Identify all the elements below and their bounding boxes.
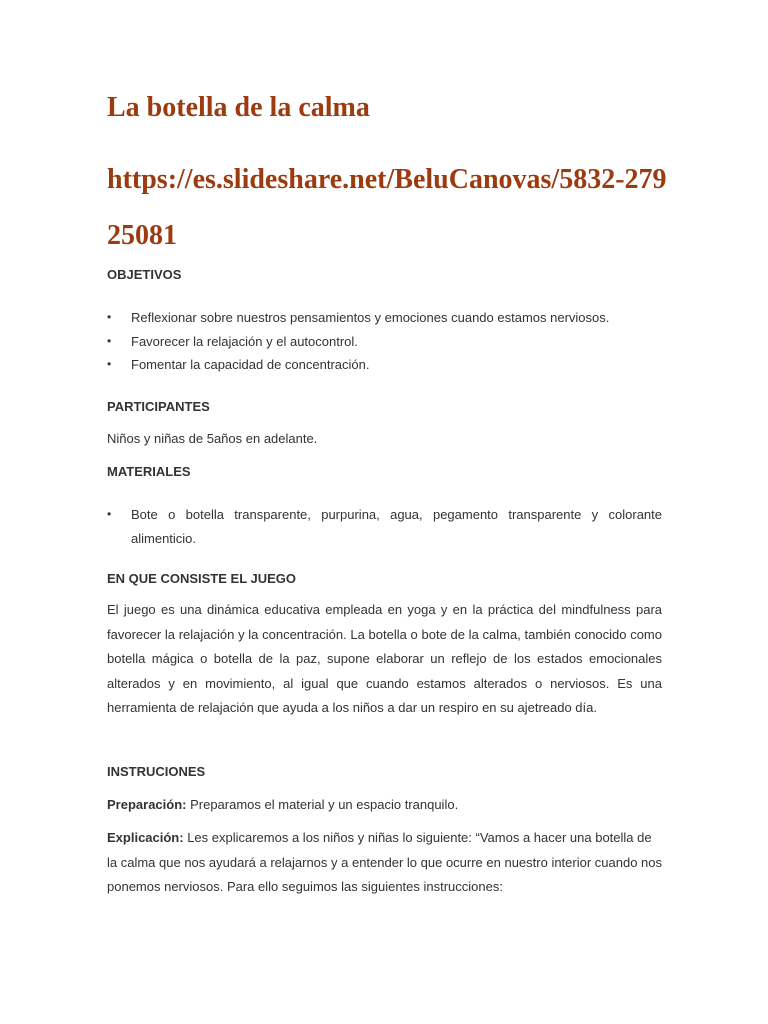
source-link[interactable]: https://es.slideshare.net/BeluCanovas/5832-27925081 xyxy=(107,164,667,251)
explicacion-text: Les explicaremos a los niños y niñas lo siguiente: “Vamos a hacer una botella de la calma que nos ayudará a relajarnos y a entender lo que ocurre en nuestro interior cuando nos ponemos nerviosos. Para ello seguimos las siguientes instrucciones: xyxy=(107,830,663,894)
explicacion-label: Explicación: xyxy=(107,830,184,845)
list-item xyxy=(107,503,662,550)
list-item-text: Bote o botella transparente, purpurina, agua, pegamento transparente y colorante alimenticio. xyxy=(131,507,662,546)
list-item xyxy=(107,353,662,377)
juego-text: El juego es una dinámica educativa empleada en yoga y en la práctica del mindfulness para favorecer la relajación y la concentración. La botella o bote de la calma, también conocido como botella mágica o botella de la paz, supone elaborar un reflejo de los estados emocionales alterados y en movimiento, al igual que cuando estamos alterados o nerviosos. Es una herramienta de relajación que ayuda a los niños a dar un respiro en su ajetreado día. xyxy=(107,602,662,715)
objetivos-heading: OBJETIVOS xyxy=(107,267,182,282)
instrucciones-heading: INSTRUCIONES xyxy=(107,764,206,779)
preparacion-paragraph xyxy=(107,793,662,818)
participantes-text: Niños y niñas de 5años en adelante. xyxy=(107,431,318,446)
juego-heading: EN QUE CONSISTE EL JUEGO xyxy=(107,571,297,586)
bullet-icon: • xyxy=(107,357,112,371)
preparacion-label: Preparación: xyxy=(107,797,187,812)
participantes-heading: PARTICIPANTES xyxy=(107,399,210,414)
explicacion-paragraph xyxy=(107,826,662,900)
list-item xyxy=(107,330,662,354)
document-title: La botella de la calma xyxy=(107,92,370,123)
list-item xyxy=(107,306,662,330)
materiales-list xyxy=(107,503,662,550)
bullet-icon: • xyxy=(107,310,112,324)
list-item-text: Fomentar la capacidad de concentración. xyxy=(131,357,370,372)
materiales-heading: MATERIALES xyxy=(107,464,191,479)
list-item-text: Favorecer la relajación y el autocontrol. xyxy=(131,333,358,349)
preparacion-text: Preparamos el material y un espacio tranquilo. xyxy=(186,797,459,812)
bullet-icon: • xyxy=(107,507,112,521)
bullet-icon: • xyxy=(107,333,112,348)
objetivos-list xyxy=(107,306,662,377)
list-item-text: Reflexionar sobre nuestros pensamientos y emociones cuando estamos nerviosos. xyxy=(131,310,610,325)
